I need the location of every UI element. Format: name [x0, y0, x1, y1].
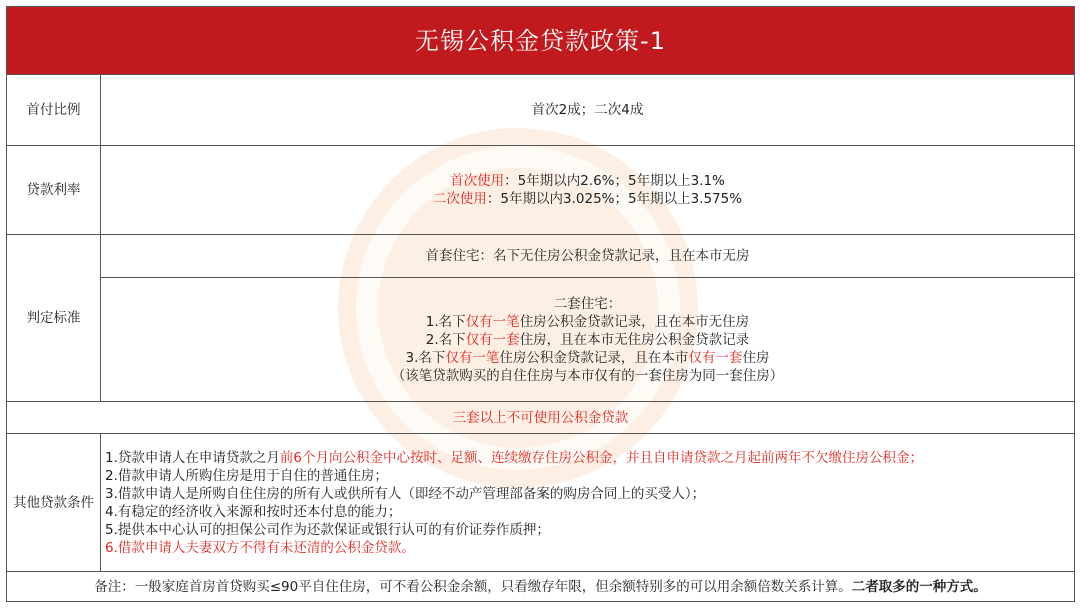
first-use-rate: ：5年期以内2.6%；5年期以上3.1% — [504, 173, 725, 189]
first-use-tag: 首次使用 — [450, 173, 505, 189]
interest-rate-value — [101, 146, 1075, 235]
policy-table — [6, 6, 1075, 602]
second-use-tag: 二次使用 — [432, 191, 487, 207]
second-home-rule-3: 3.名下仅有一笔住房公积金贷款记录，且在本市仅有一套住房 — [405, 349, 770, 366]
other-conditions-label: 其他贷款条件 — [7, 434, 101, 572]
second-home-heading: 二套住宅： — [553, 295, 622, 312]
footnote: 备注：一般家庭首房首贷购买≤90平自住住房，可不看公积金余额，只看缴存年限，但余额特别多的可以用余额倍数关系计算。二者取多的一种方式。 — [7, 572, 1075, 602]
first-home-criteria: 首套住宅：名下无住房公积金贷款记录，且在本市无房 — [101, 235, 1075, 278]
second-home-note: （该笔贷款购买的自住住房与本市仅有的一套住房为同一套住房） — [391, 367, 784, 384]
second-home-rule-2: 2.名下仅有一套住房，且在本市无住房公积金贷款记录 — [425, 331, 750, 348]
condition-6: 6.借款申请人夫妻双方不得有未还清的公积金贷款。 — [105, 539, 415, 556]
page-title: 无锡公积金贷款政策-1 — [7, 7, 1075, 75]
down-payment-label: 首付比例 — [7, 75, 101, 146]
condition-3: 3.借款申请人是所购自住住房的所有人或供所有人（即经不动产管理部备案的购房合同上的买受人）； — [105, 485, 706, 502]
condition-2: 2.借款申请人所购住房是用于自住的普通住房； — [105, 467, 388, 484]
down-payment-value: 首次2成；二次4成 — [101, 75, 1075, 146]
second-home-rule-1: 1.名下仅有一笔住房公积金贷款记录，且在本市无住房 — [425, 313, 750, 330]
condition-1: 1.贷款申请人在申请贷款之月前6个月向公积金中心按时、足额、连续缴存住房公积金，并且自申请贷款之月起前两年不欠缴住房公积金； — [105, 449, 923, 466]
criteria-label: 判定标准 — [7, 235, 101, 402]
second-home-criteria — [101, 278, 1075, 402]
condition-4: 4.有稳定的经济收入来源和按时还本付息的能力； — [105, 503, 402, 520]
second-use-rate: ：5年期以内3.025%；5年期以上3.575% — [486, 191, 743, 207]
condition-5: 5.提供本中心认可的担保公司作为还款保证或银行认可的有价证券作质押； — [105, 521, 550, 538]
three-plus-rule: 三套以上不可使用公积金贷款 — [7, 402, 1075, 434]
interest-rate-label: 贷款利率 — [7, 146, 101, 235]
other-conditions-list — [101, 434, 1075, 572]
